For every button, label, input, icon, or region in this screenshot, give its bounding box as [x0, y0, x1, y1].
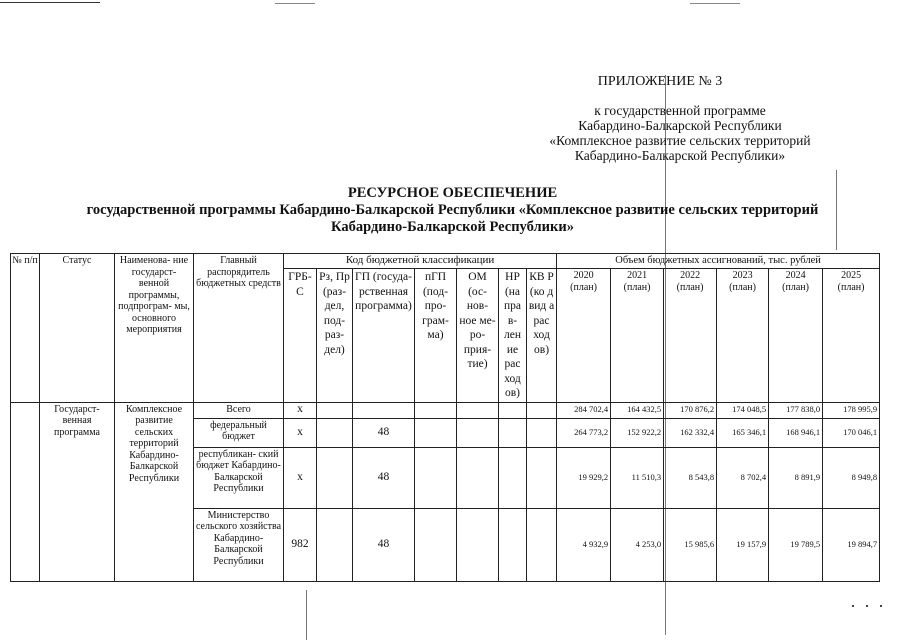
header-year-2023 [717, 269, 769, 403]
row-manager: федеральный бюджет [194, 418, 284, 447]
row-value-2022: 170 876,2 [664, 402, 717, 418]
appendix-reference [470, 103, 890, 163]
resource-table [10, 253, 880, 582]
scan-speck [866, 605, 868, 607]
row-value-2024: 8 891,9 [769, 447, 823, 508]
row-om [457, 447, 499, 508]
appendix-ref-line: к государственной программе [594, 103, 766, 118]
year-label: 2024 [785, 270, 806, 281]
header-code-pgp: пГП (под- про- грам- ма) [415, 269, 457, 403]
row-rzpr [317, 447, 353, 508]
row-value-2023: 165 346,1 [717, 418, 769, 447]
header-code-om: ОМ (ос- нов- ное ме- ро- прия- тие) [457, 269, 499, 403]
year-label: 2022 [680, 270, 701, 281]
header-code-kvr: КВ Р (ко д вид а рас ход ов) [527, 269, 557, 403]
header-main-manager: Главный распорядитель бюджетных средств [194, 254, 284, 403]
row-grbs: х [284, 447, 317, 508]
header-year-2025 [823, 269, 880, 403]
row-manager: Всего [194, 402, 284, 418]
header-code-grbs: ГРБ- С [284, 269, 317, 403]
year-note: (план) [676, 281, 704, 293]
year-label: 2021 [627, 270, 648, 281]
document-title [0, 185, 905, 236]
year-label: 2025 [841, 270, 862, 281]
year-note: (план) [837, 281, 865, 293]
scan-artifact-line [0, 2, 100, 3]
title-line: государственной программы Кабардино-Балкарской Республики «Комплексное развитие сельских территорий [86, 202, 819, 218]
row-value-2021: 152 922,2 [611, 418, 664, 447]
row-value-2023: 174 048,5 [717, 402, 769, 418]
appendix-ref-line: Кабардино-Балкарской Республики» [574, 148, 786, 163]
row-rzpr [317, 402, 353, 418]
row-kvr [527, 508, 557, 581]
row-value-2023: 19 157,9 [717, 508, 769, 581]
row-value-2025: 170 046,1 [823, 418, 880, 447]
scan-artifact-line [275, 3, 315, 4]
row-kvr [527, 447, 557, 508]
header-code-nr: НР (на пра в- лен ие рас ход ов) [499, 269, 527, 403]
title-line: РЕСУРСНОЕ ОБЕСПЕЧЕНИЕ [347, 185, 558, 201]
row-program-name: Комплексное развитие сельских территорий Кабардино- Балкарской Республики [115, 402, 194, 581]
header-year-2024 [769, 269, 823, 403]
row-value-2025: 178 995,9 [823, 402, 880, 418]
row-grbs: х [284, 402, 317, 418]
row-nr [499, 508, 527, 581]
row-nr [499, 402, 527, 418]
row-rzpr [317, 418, 353, 447]
row-value-2025: 19 894,7 [823, 508, 880, 581]
appendix-ref-line: «Комплексное развитие сельских территорий [549, 133, 811, 148]
row-value-2022: 162 332,4 [664, 418, 717, 447]
row-manager: Министерство сельского хозяйства Кабардино- Балкарской Республики [194, 508, 284, 581]
row-value-2024: 168 946,1 [769, 418, 823, 447]
scan-fold-line [306, 590, 307, 640]
header-volume-group: Объем бюджетных ассигнований, тыс. рублей [557, 254, 880, 269]
row-manager: республикан- ский бюджет Кабардино- Балкарской Республики [194, 447, 284, 508]
row-value-2021: 164 432,5 [611, 402, 664, 418]
row-value-2023: 8 702,4 [717, 447, 769, 508]
row-pgp [415, 418, 457, 447]
appendix-ref-line: Кабардино-Балкарской Республики [578, 118, 782, 133]
row-pgp [415, 402, 457, 418]
row-nr [499, 447, 527, 508]
row-value-2021: 4 253,0 [611, 508, 664, 581]
scan-artifact-line [690, 3, 740, 4]
row-kvr [527, 402, 557, 418]
row-pgp [415, 508, 457, 581]
row-rzpr [317, 508, 353, 581]
header-num: № п/п [11, 254, 40, 403]
row-gp: 48 [353, 418, 415, 447]
row-nr [499, 418, 527, 447]
header-status: Статус [40, 254, 115, 403]
header-year-2021 [611, 269, 664, 403]
row-value-2022: 8 543,8 [664, 447, 717, 508]
year-note: (план) [782, 281, 809, 293]
year-note: (план) [570, 281, 597, 293]
header-name: Наименова- ние государст- венной программы, подпрограм- мы, основного мероприятия [115, 254, 194, 403]
year-label: 2020 [573, 270, 594, 281]
row-value-2024: 19 789,5 [769, 508, 823, 581]
year-label: 2023 [732, 270, 753, 281]
row-gp [353, 402, 415, 418]
row-gp: 48 [353, 508, 415, 581]
scan-speck [852, 605, 854, 607]
header-year-2020 [557, 269, 611, 403]
row-value-2024: 177 838,0 [769, 402, 823, 418]
row-value-2021: 11 510,3 [611, 447, 664, 508]
header-code-gp: ГП (госуда- рственная программа) [353, 269, 415, 403]
row-om [457, 402, 499, 418]
header-year-2022 [664, 269, 717, 403]
row-grbs: 982 [284, 508, 317, 581]
row-num [11, 402, 40, 581]
scan-speck [880, 605, 882, 607]
row-value-2020: 284 702,4 [557, 402, 611, 418]
year-note: (план) [729, 281, 756, 293]
row-value-2020: 4 932,9 [557, 508, 611, 581]
row-value-2020: 19 929,2 [557, 447, 611, 508]
row-gp: 48 [353, 447, 415, 508]
row-value-2022: 15 985,6 [664, 508, 717, 581]
row-pgp [415, 447, 457, 508]
row-grbs: х [284, 418, 317, 447]
row-value-2025: 8 949,8 [823, 447, 880, 508]
header-code-rzpr: Рз, Пр (раз- дел, под- раз- дел) [317, 269, 353, 403]
title-line: Кабардино-Балкарской Республики» [331, 219, 574, 235]
row-om [457, 508, 499, 581]
row-value-2020: 264 773,2 [557, 418, 611, 447]
row-kvr [527, 418, 557, 447]
year-note: (план) [623, 281, 651, 293]
header-bcc-group: Код бюджетной классификации [284, 254, 557, 269]
row-om [457, 418, 499, 447]
appendix-number: ПРИЛОЖЕНИЕ № 3 [597, 74, 723, 89]
row-status: Государст- венная программа [40, 402, 115, 581]
table-row [11, 402, 880, 418]
